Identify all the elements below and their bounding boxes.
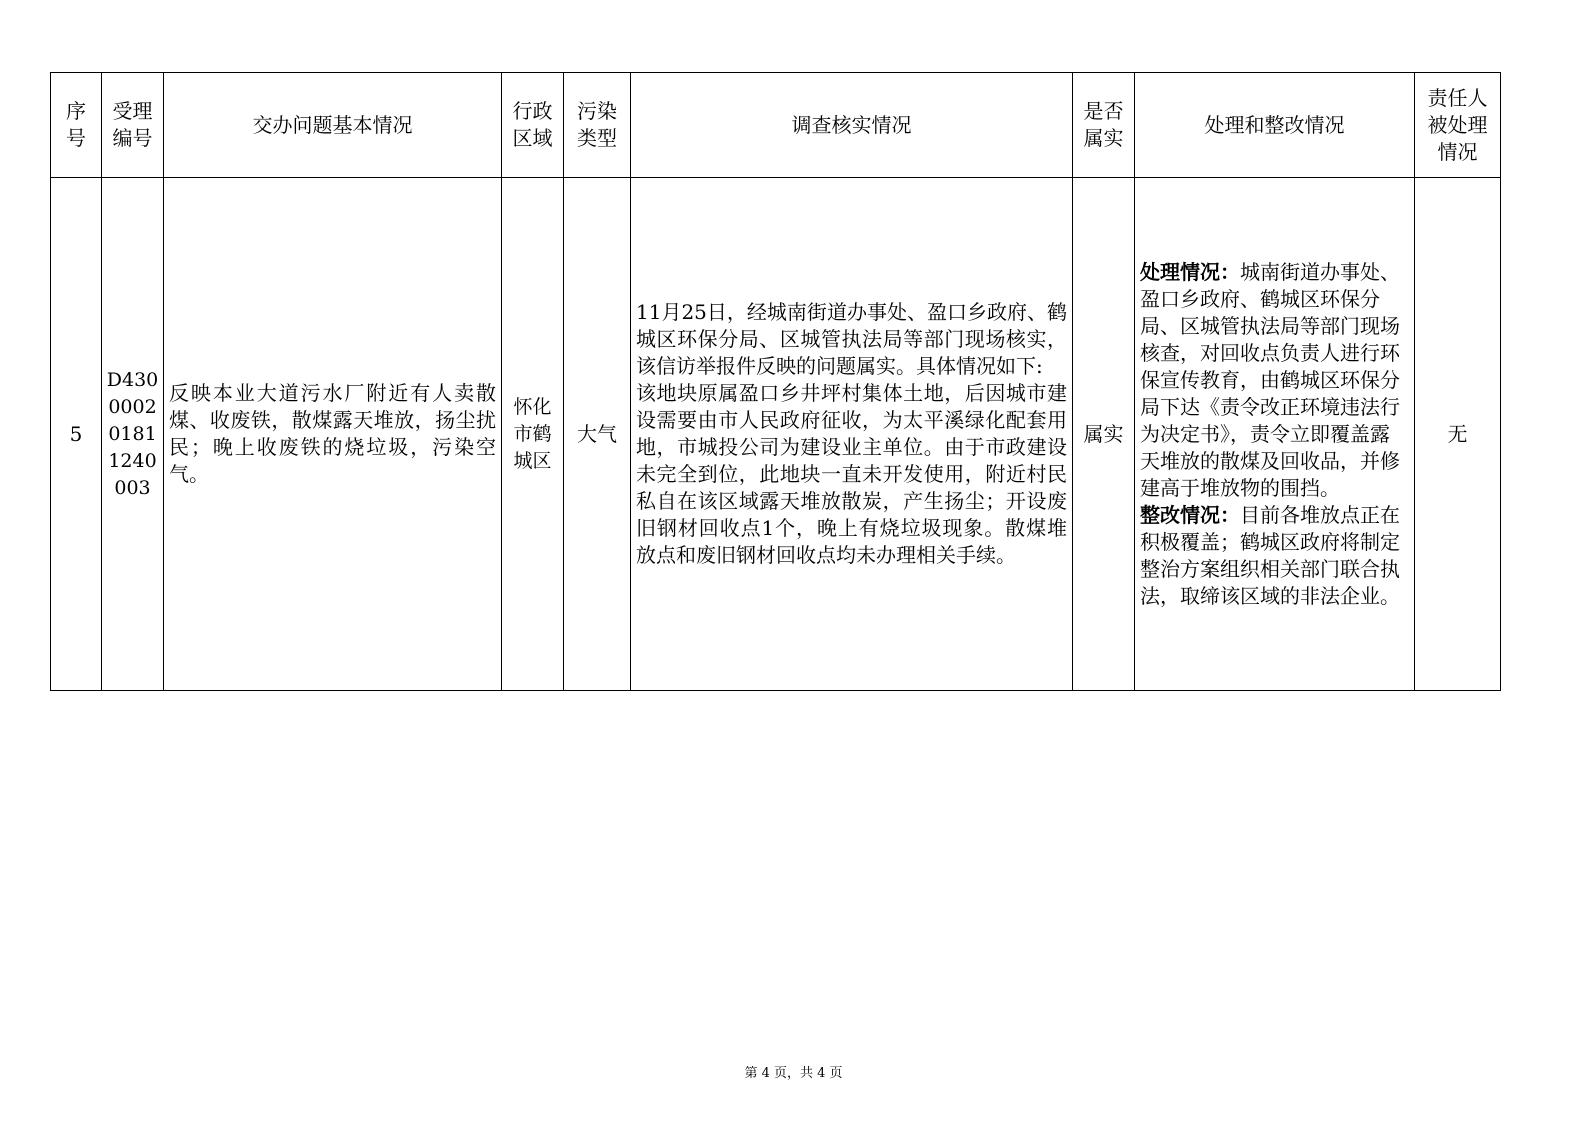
cell-seq: 5 [51,178,102,691]
header-issue: 交办问题基本情况 [164,73,502,178]
cell-handling [1135,178,1415,691]
header-case-no: 受理 编号 [102,73,164,178]
table-row [51,178,1501,691]
cell-investigation [631,178,1073,691]
cell-issue: 反映本业大道污水厂附近有人卖散煤、收废铁，散煤露天堆放，扬尘扰民；晚上收废铁的烧垃圾，污染空气。 [164,178,502,691]
cell-verified: 属实 [1073,178,1135,691]
header-region: 行政 区域 [502,73,564,178]
cell-case-no: D430 0002 0181 1240 003 [102,178,164,691]
header-seq: 序 号 [51,73,102,178]
rectify-block [1135,502,1414,610]
header-pollution-type: 污染 类型 [564,73,631,178]
header-verified: 是否 属实 [1073,73,1135,178]
page-number: 第 4 页，共 4 页 [744,1066,843,1081]
rectify-label: 整改情况： [1140,502,1240,527]
header-accountability: 责任人 被处理 情况 [1415,73,1501,178]
investigation-paragraph-1: 11月25日，经城南街道办事处、盈口乡政府、鹤城区环保分局、区城管执法局等部门现场核实，该信访举报件反映的问题属实。具体情况如下: [636,300,1067,378]
handling-text: 城南街道办事处、盈口乡政府、鹤城区环保分局、区城管执法局等部门现场核查，对回收点负责人进行环保宣传教育，由鹤城区环保分局下达《责令改正环境违法行为决定书》，责令立即覆盖露天堆放的散煤及回收品，并修建高于堆放物的围挡。 [1140,259,1400,500]
investigation-paragraph-2: 该地块原属盈口乡井坪村集体土地，后因城市建设需要由市人民政府征收，为太平溪绿化配套用地，市城投公司为建设业主单位。由于市政建设未完全到位，此地块一直未开发使用，附近村民私自在该区域露天堆放散炭，产生扬尘；开设废旧钢材回收点1个，晚上有烧垃圾现象。散煤堆放点和废旧钢材回收点均未办理相关手续。 [636,381,1067,567]
cell-pollution-type: 大气 [564,178,631,691]
rectify-text: 目前各堆放点正在积极覆盖；鹤城区政府将制定整治方案组织相关部门联合执法，取缔该区域的非法企业。 [1140,502,1400,608]
cell-accountability: 无 [1415,178,1501,691]
complaint-report-table [50,72,1501,691]
header-row [51,73,1501,178]
cell-region: 怀化 市鹤 城区 [502,178,564,691]
header-handling: 处理和整改情况 [1135,73,1415,178]
handling-block [1135,259,1414,502]
header-investigation: 调查核实情况 [631,73,1073,178]
handling-label: 处理情况： [1140,259,1240,284]
